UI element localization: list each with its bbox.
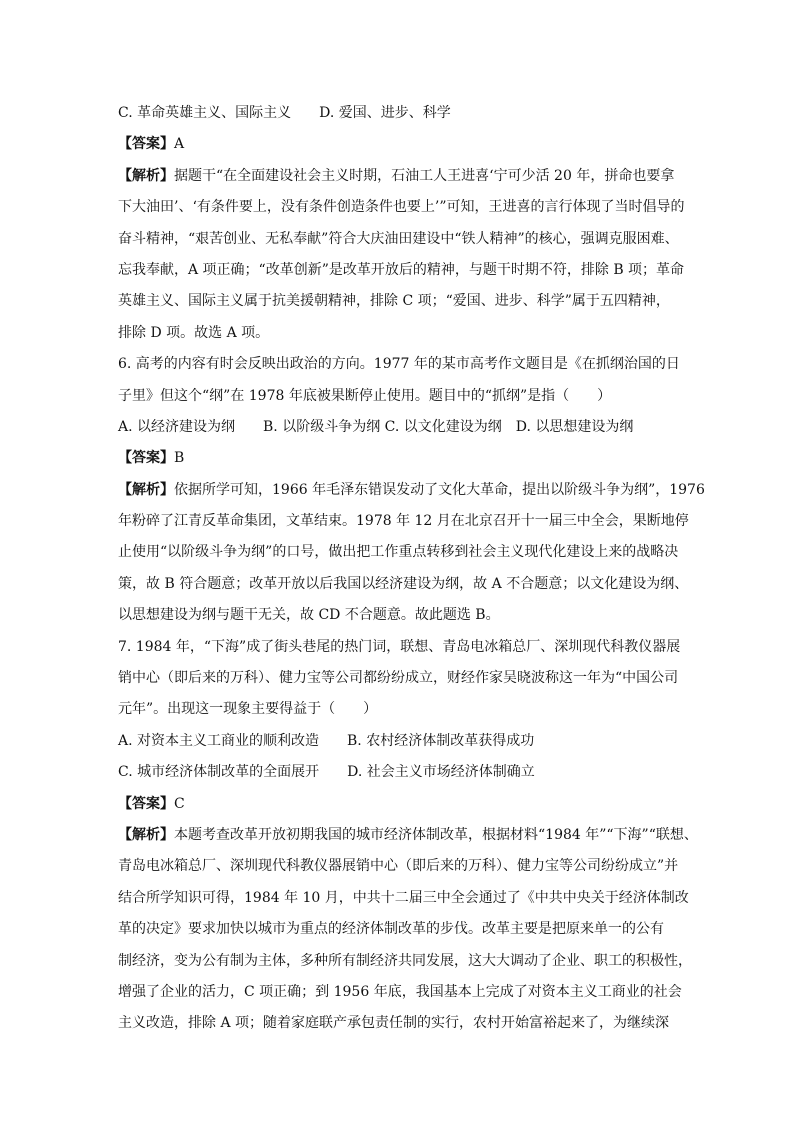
answer-line	[118, 789, 678, 820]
answer-line	[118, 443, 678, 474]
line-text: 忘我奉献，A 项正确；“改革创新”是改革开放后的精神，与题干时期不符，排除 B 项；革命	[118, 261, 685, 278]
text-line	[118, 537, 678, 568]
text-line	[118, 318, 678, 349]
text-line	[118, 255, 685, 286]
text-line	[118, 694, 678, 725]
line-text: 本题考查改革开放初期我国的城市经济体制改革，根据材料“1984 年”“下海”“联想、	[174, 826, 698, 843]
text-line	[118, 1008, 678, 1039]
answer-label: 【答案】	[118, 136, 174, 153]
analysis-label: 【解析】	[118, 481, 174, 498]
text-line	[118, 914, 678, 945]
line-text: 元年”。出现这一现象主要得益于（ ）	[118, 701, 378, 718]
document-body	[118, 98, 705, 1040]
answer-label: 【答案】	[118, 450, 174, 467]
text-line	[118, 286, 678, 317]
text-line	[118, 883, 689, 914]
option-line	[118, 412, 678, 443]
text-line	[118, 946, 692, 977]
text-line	[118, 600, 678, 631]
line-text: C. 城市经济体制改革的全面展开 D. 社会主义市场经济体制确立	[118, 764, 535, 781]
line-text: 销中心（即后来的万科）、健力宝等公司都纷纷成立，财经作家吴晓波称这一年为“中国公司	[118, 670, 679, 687]
line-text: A	[174, 136, 185, 153]
line-text: 英雄主义、国际主义属于抗美援朝精神，排除 C 项；“爱国、进步、科学”属于五四精神，	[118, 293, 670, 310]
analysis-line	[118, 820, 698, 851]
line-text: 主义改造，排除 A 项；随着家庭联产承包责任制的实行，农村开始富裕起来了，为继续深	[118, 1015, 670, 1032]
question-line	[118, 349, 678, 380]
text-line	[118, 224, 678, 255]
text-line	[118, 663, 678, 694]
analysis-label: 【解析】	[118, 167, 174, 184]
line-text: 制经济，变为公有制为主体，多种所有制经济共同发展，这大大调动了企业、职工的积极性，	[118, 952, 692, 969]
text-line	[118, 851, 678, 882]
answer-line	[118, 129, 678, 160]
text-line	[118, 506, 689, 537]
text-line	[118, 569, 689, 600]
option-line	[118, 757, 678, 788]
answer-label: 【答案】	[118, 795, 174, 812]
line-text: 策，故 B 符合题意；改革开放以后我国以经济建设为纲，故 A 不合题意；以文化建设为纲、	[118, 575, 689, 592]
analysis-label: 【解析】	[118, 826, 174, 843]
line-text: C	[174, 795, 185, 812]
line-text: 止使用“以阶级斗争为纲”的口号，做出把工作重点转移到社会主义现代化建设上来的战略决	[118, 544, 679, 561]
line-text: 增强了企业的活力，C 项正确；到 1956 年底，我国基本上完成了对资本主义工商业的社会	[118, 983, 682, 1000]
line-text: 依据所学可知，1966 年毛泽东错误发动了文化大革命，提出以阶级斗争为纲”，1976	[174, 481, 705, 498]
line-text: B	[174, 450, 185, 467]
line-text: 年粉碎了江青反革命集团，文革结束。1978 年 12 月在北京召开十一届三中全会，果断地停	[118, 513, 689, 530]
text-line	[118, 977, 682, 1008]
analysis-line	[118, 161, 678, 192]
line-text: 结合所学知识可得，1984 年 10 月，中共十二届三中全会通过了《中共中央关于经济体制改	[118, 889, 689, 906]
question-line	[118, 632, 681, 663]
line-text: 以思想建设为纲与题干无关，故 CD 不合题意。故此题选 B。	[118, 607, 500, 624]
line-text: 革的决定》要求加快以城市为重点的经济体制改革的步伐。改革主要是把原来单一的公有	[118, 921, 664, 938]
line-text: C. 革命英雄主义、国际主义 D. 爱国、进步、科学	[118, 105, 451, 121]
line-text: A. 以经济建设为纲 B. 以阶级斗争为纲 C. 以文化建设为纲 D. 以思想建设为纲	[118, 418, 634, 435]
line-text: 青岛电冰箱总厂、深圳现代科教仪器展销中心（即后来的万科）、健力宝等公司纷纷成立”并	[118, 858, 679, 875]
option-line	[118, 98, 678, 129]
text-line	[118, 192, 685, 223]
line-text: 据题干“在全面建设社会主义时期，石油工人王进喜‘宁可少活 20 年，拼命也要拿	[174, 167, 675, 184]
line-text: 6. 高考的内容有时会反映出政治的方向。1977 年的某市高考作文题目是《在抓纲治国的日	[118, 356, 680, 373]
line-text: 子里》但这个“纲”在 1978 年底被果断停止使用。题目中的“抓纲”是指（ ）	[118, 387, 612, 404]
line-text: 排除 D 项。故选 A 项。	[118, 324, 270, 341]
option-line	[118, 726, 678, 757]
line-text: 奋斗精神，“艰苦创业、无私奉献”符合大庆油田建设中“铁人精神”的核心，强调克服困难、	[118, 230, 679, 247]
line-text: A. 对资本主义工商业的顺利改造 B. 农村经济体制改革获得成功	[118, 732, 535, 749]
line-text: 下大油田’、‘有条件要上，没有条件创造条件也要上’”可知，王进喜的言行体现了当时倡导的	[118, 199, 685, 216]
line-text: 7. 1984 年，“下海”成了街头巷尾的热门词，联想、青岛电冰箱总厂、深圳现代科教仪器展	[118, 638, 681, 655]
text-line	[118, 381, 678, 412]
analysis-line	[118, 475, 705, 506]
